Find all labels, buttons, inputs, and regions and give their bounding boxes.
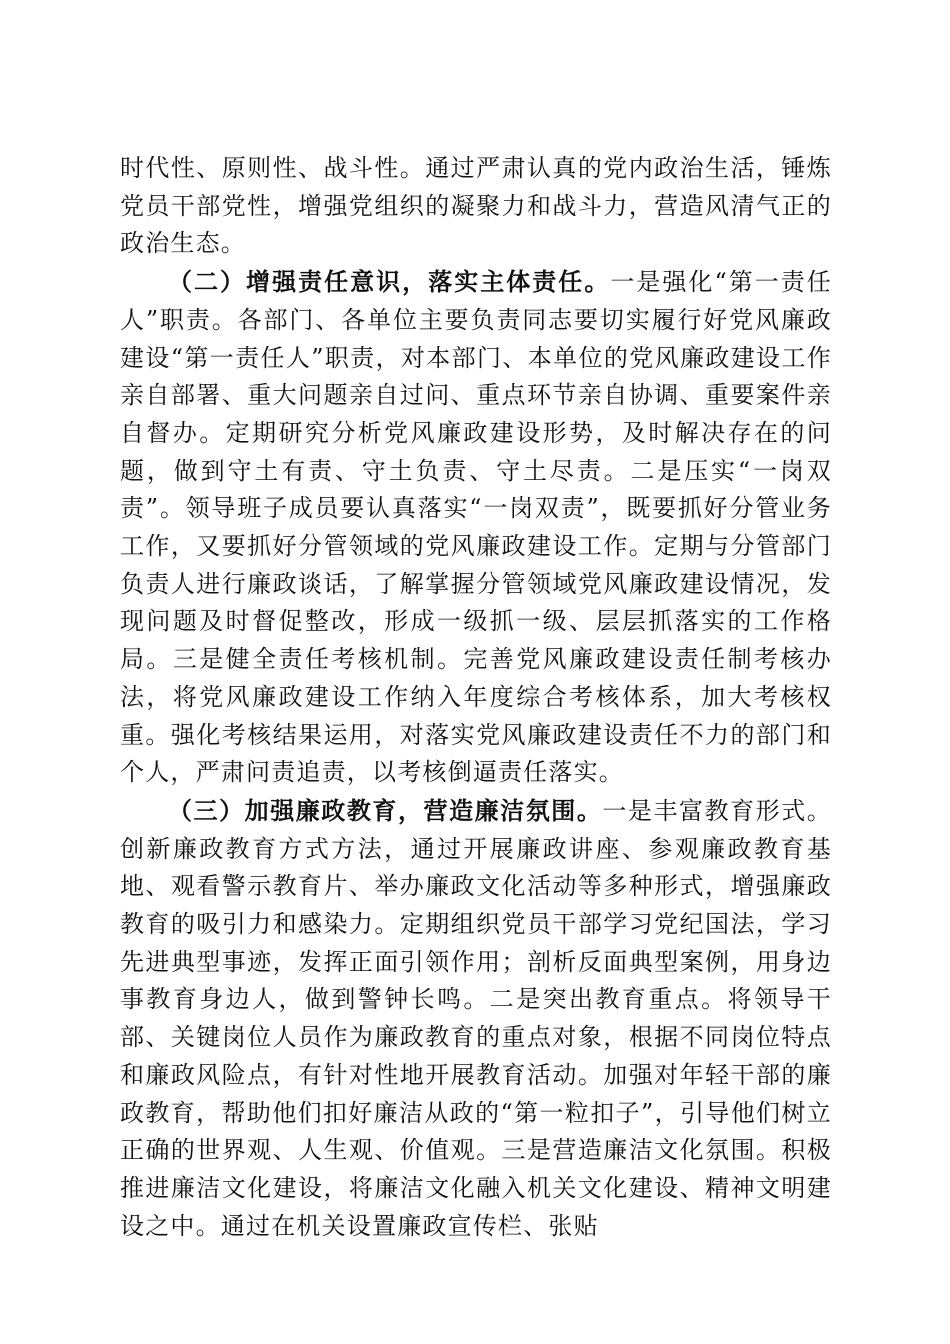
- paragraph-body: 一是强化“第一责任人”职责。各部门、各单位主要负责同志要切实履行好党风廉政建设“第一责任人”职责，对本部门、本单位的党风廉政建设工作亲自部署、重大问题亲自过问、重点环节亲自协调、重要案件亲自督办。定期研究分析党风廉政建设形势，及时解决存在的问题，做到守土有责、守土负责、守土尽责。二是压实“一岗双责”。领导班子成员要认真落实“一岗双责”，既要抓好分管业务工作，又要抓好分管领域的党风廉政建设工作。定期与分管部门负责人进行廉政谈话，了解掌握分管领域党风廉政建设情况，发现问题及时督促整改，形成一级抓一级、层层抓落实的工作格局。三是健全责任考核机制。完善党风廉政建设责任制考核办法，将党风廉政建设工作纳入年度综合考核体系，加大考核权重。强化考核结果运用，对落实党风廉政建设责任不力的部门和个人，严肃问责追责，以考核倒逼责任落实。: [120, 268, 832, 787]
- document-body: [120, 150, 832, 1245]
- paragraph-continuation: [120, 150, 832, 263]
- paragraph-section-two: [120, 263, 832, 792]
- paragraph-section-three: [120, 792, 832, 1245]
- paragraph-body: 时代性、原则性、战斗性。通过严肃认真的党内政治生活，锤炼党员干部党性，增强党组织的凝聚力和战斗力，营造风清气正的政治生态。: [120, 154, 832, 258]
- section-heading: （三）加强廉政教育，营造廉洁氛围。: [168, 795, 603, 825]
- section-heading: （二）增强责任意识，落实主体责任。: [168, 267, 611, 297]
- paragraph-body: 一是丰富教育形式。创新廉政教育方式方法，通过开展廉政讲座、参观廉政教育基地、观看警示教育片、举办廉政文化活动等多种形式，增强廉政教育的吸引力和感染力。定期组织党员干部学习党纪国法，学习先进典型事迹，发挥正面引领作用；剖析反面典型案例，用身边事教育身边人，做到警钟长鸣。二是突出教育重点。将领导干部、关键岗位人员作为廉政教育的重点对象，根据不同岗位特点和廉政风险点，有针对性地开展教育活动。加强对年轻干部的廉政教育，帮助他们扣好廉洁从政的“第一粒扣子”，引导他们树立正确的世界观、人生观、价值观。三是营造廉洁文化氛围。积极推进廉洁文化建设，将廉洁文化融入机关文化建设、精神文明建设之中。通过在机关设置廉政宣传栏、张贴: [120, 796, 832, 1240]
